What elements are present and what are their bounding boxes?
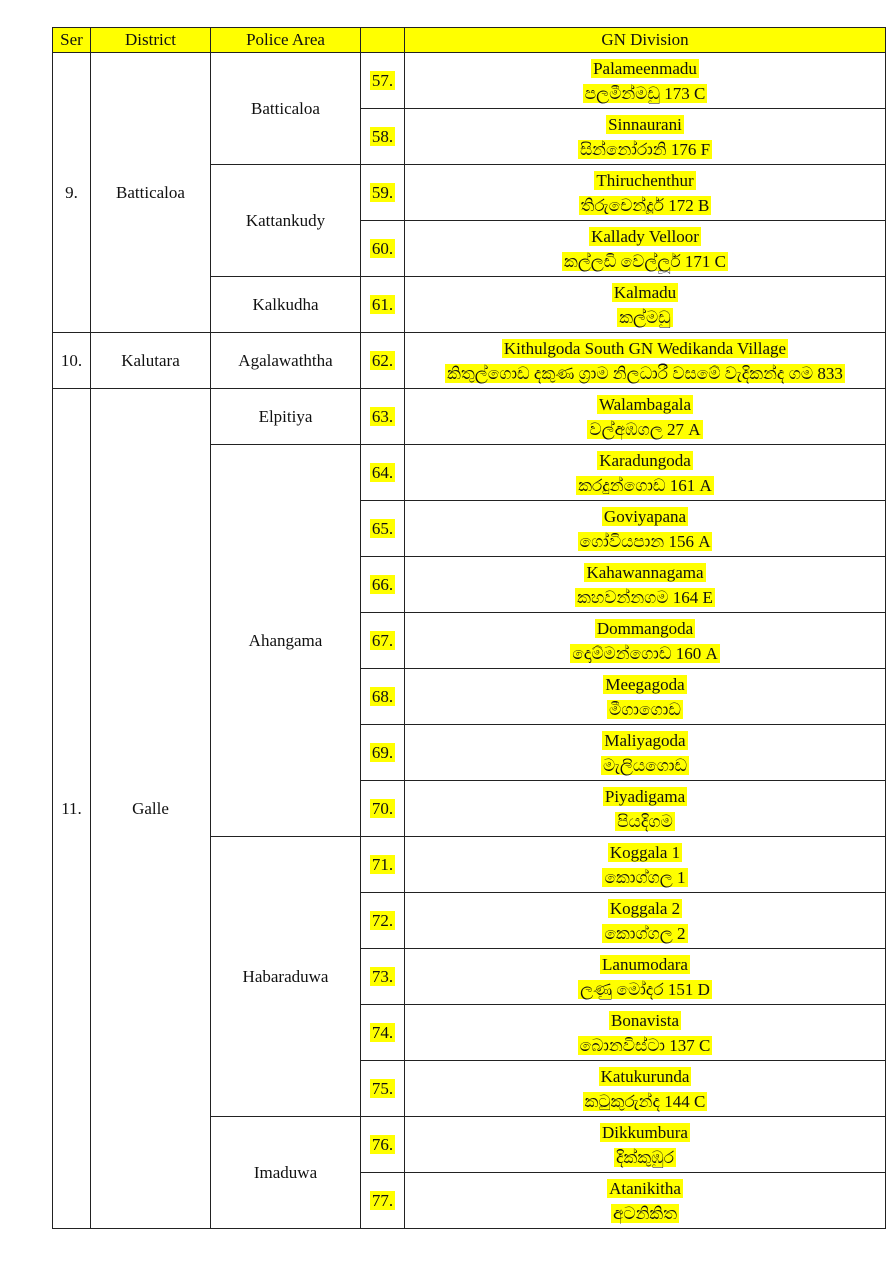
row-number-cell: 65.: [361, 501, 405, 557]
gn-division-cell: Dikkumbura දික්කුඹුර: [405, 1117, 886, 1173]
table-row: [53, 53, 886, 109]
gn-division-cell: Thiruchenthur තිරුචෙන්දූර් 172 B: [405, 165, 886, 221]
gn-division-cell: Kalmadu කල්මඩු: [405, 277, 886, 333]
gn-division-cell: Meegagoda මීගාගොඩ: [405, 669, 886, 725]
police-area-cell: Ahangama: [211, 445, 361, 837]
gn-division-cell: Kahawannagama කහවන්නගම 164 E: [405, 557, 886, 613]
row-number-cell: 59.: [361, 165, 405, 221]
gn-division-cell: Sinnaurani සින්නෝරානි 176 F: [405, 109, 886, 165]
district-cell: Batticaloa: [91, 53, 211, 333]
row-number-cell: 73.: [361, 949, 405, 1005]
ser-cell: 9.: [53, 53, 91, 333]
gn-division-table: [52, 27, 886, 1229]
row-number-cell: 77.: [361, 1173, 405, 1229]
ser-cell: 11.: [53, 389, 91, 1229]
row-number-cell: 61.: [361, 277, 405, 333]
header-district: District: [91, 28, 211, 53]
gn-division-cell: Piyadigama පියදිගම: [405, 781, 886, 837]
police-area-cell: Agalawaththa: [211, 333, 361, 389]
gn-division-cell: Maliyagoda මැලියගොඩ: [405, 725, 886, 781]
table-header-row: [53, 28, 886, 53]
police-area-cell: Kattankudy: [211, 165, 361, 277]
gn-division-cell: Kithulgoda South GN Wedikanda Village කිතුල්ගොඩ දකුණ ග්‍රාම නිලධාරී වසමේ වැදිකන්ද ගම 833: [405, 333, 886, 389]
row-number-cell: 58.: [361, 109, 405, 165]
table-row: [53, 333, 886, 389]
gn-division-cell: Karadungoda කරදුන්ගොඩ 161 A: [405, 445, 886, 501]
gn-division-cell: Walambagala වල්අඹගල 27 A: [405, 389, 886, 445]
police-area-cell: Kalkudha: [211, 277, 361, 333]
gn-division-cell: Atanikitha අටනිකිත: [405, 1173, 886, 1229]
ser-cell: 10.: [53, 333, 91, 389]
header-police-area: Police Area: [211, 28, 361, 53]
row-number-cell: 60.: [361, 221, 405, 277]
gn-division-cell: Koggala 2 කොග්ගල 2: [405, 893, 886, 949]
police-area-cell: Imaduwa: [211, 1117, 361, 1229]
row-number-cell: 72.: [361, 893, 405, 949]
police-area-cell: Elpitiya: [211, 389, 361, 445]
row-number-cell: 75.: [361, 1061, 405, 1117]
header-number: [361, 28, 405, 53]
gn-division-cell: Bonavista බොනවිස්ටා 137 C: [405, 1005, 886, 1061]
gn-division-cell: Dommangoda දොම්මන්ගොඩ 160 A: [405, 613, 886, 669]
gn-division-cell: Lanumodara ලණු මෝදර 151 D: [405, 949, 886, 1005]
row-number-cell: 76.: [361, 1117, 405, 1173]
row-number-cell: 71.: [361, 837, 405, 893]
header-ser: Ser: [53, 28, 91, 53]
row-number-cell: 67.: [361, 613, 405, 669]
gn-division-cell: Goviyapana ගෝවියපාන 156 A: [405, 501, 886, 557]
gn-division-cell: Palameenmadu පලමීන්මඩු 173 C: [405, 53, 886, 109]
row-number-cell: 64.: [361, 445, 405, 501]
row-number-cell: 62.: [361, 333, 405, 389]
row-number-cell: 57.: [361, 53, 405, 109]
gn-division-cell: Katukurunda කටුකුරුන්ද 144 C: [405, 1061, 886, 1117]
row-number-cell: 66.: [361, 557, 405, 613]
police-area-cell: Batticaloa: [211, 53, 361, 165]
gn-division-cell: Kallady Velloor කල්ලඩි වෙල්ලූර් 171 C: [405, 221, 886, 277]
row-number-cell: 69.: [361, 725, 405, 781]
row-number-cell: 68.: [361, 669, 405, 725]
gn-division-cell: Koggala 1 කොග්ගල 1: [405, 837, 886, 893]
row-number-cell: 70.: [361, 781, 405, 837]
row-number-cell: 63.: [361, 389, 405, 445]
table-row: [53, 389, 886, 445]
police-area-cell: Habaraduwa: [211, 837, 361, 1117]
district-cell: Galle: [91, 389, 211, 1229]
row-number-cell: 74.: [361, 1005, 405, 1061]
district-cell: Kalutara: [91, 333, 211, 389]
header-gn-division: GN Division: [405, 28, 886, 53]
